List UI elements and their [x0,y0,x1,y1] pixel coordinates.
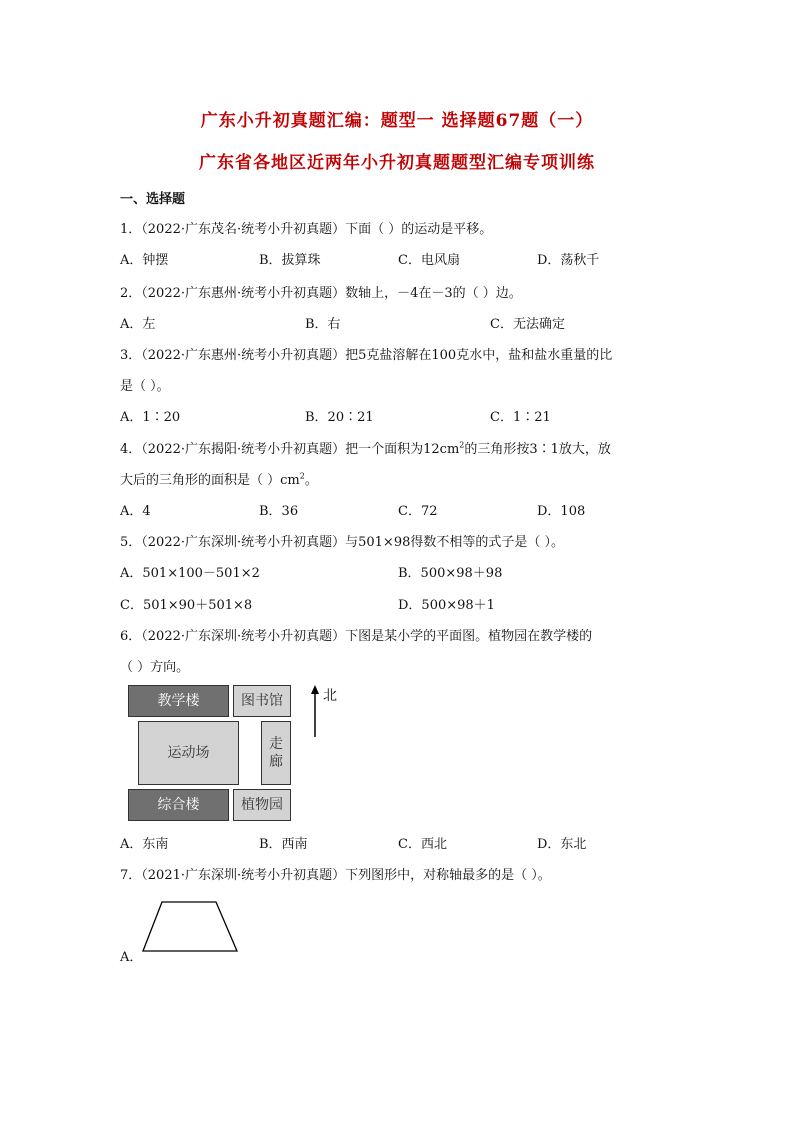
map-teaching-building: 教学楼 [128,685,229,717]
question-4-line-1: 4．（2022·广东揭阳·统考小升初真题）把一个面积为$12cm^2$的三角形按3∶1放大，放 [120,440,611,457]
question-3-line-2: 是（ ）。 [120,379,170,394]
map-botanical-garden: 植物园 [233,789,291,821]
map-corridor: 走廊 [261,721,291,785]
q2-option-a: A．左 [120,317,156,332]
q6-option-d: D．东北 [537,837,587,852]
q6-option-b: B．西南 [259,837,308,852]
q1-option-b: B．拔算珠 [259,253,321,268]
q4-option-b: B．36 [259,504,299,519]
q2-option-c: C．无法确定 [490,317,565,332]
question-1: 1．（2022·广东茂名·统考小升初真题）下面（ ）的运动是平移。 [120,222,493,237]
q5-option-c: C．501×90＋501×8 [120,598,253,613]
question-5: 5．（2022·广东深圳·统考小升初真题）与501×98得数不相等的式子是（ ）。 [120,535,564,550]
question-3-line-1: 3．（2022·广东惠州·统考小升初真题）把5克盐溶解在100克水中，盐和盐水重量的比 [120,348,613,363]
section-heading: 一、选择题 [120,192,186,207]
q1-option-c: C．电风扇 [398,253,460,268]
q5-option-b: B．500×98＋98 [398,566,503,581]
q1-option-d: D．荡秋千 [537,253,600,268]
north-label: 北 [323,688,337,704]
trapezoid-figure-icon [140,900,240,954]
question-4-line-2: 大后的三角形的面积是（ ）$cm^2$。 [120,471,318,488]
doc-subtitle: 广东省各地区近两年小升初真题题型汇编专项训练 [199,153,595,173]
question-2: 2．（2022·广东惠州·统考小升初真题）数轴上，－4在－3的（ ）边。 [120,286,522,301]
q2-option-b: B．右 [305,317,341,332]
question-6-line-2: （ ）方向。 [120,660,190,675]
q4-option-c: C．72 [398,504,438,519]
question-7: 7．（2021·广东深圳·统考小升初真题）下列图形中，对称轴最多的是（ ）。 [120,868,551,883]
map-complex-building: 综合楼 [128,789,229,821]
q4-option-d: D．108 [537,504,586,519]
q5-option-d: D．500×98＋1 [398,598,495,613]
map-library: 图书馆 [233,685,291,717]
doc-title: 广东小升初真题汇编：题型一 选择题67题（一） [200,111,594,131]
q5-option-a: A．501×100－501×2 [120,566,260,581]
q3-option-b: B．20∶21 [305,410,374,425]
q3-option-c: C．1∶21 [490,410,551,425]
q4-option-a: A．4 [120,504,151,519]
q3-option-a: A．1∶20 [120,410,181,425]
q1-option-a: A．钟摆 [120,253,169,268]
q6-option-a: A．东南 [120,837,169,852]
school-map [128,685,358,825]
map-sports-field: 运动场 [138,721,239,785]
question-6-line-1: 6．（2022·广东深圳·统考小升初真题）下图是某小学的平面图。植物园在教学楼的 [120,629,593,644]
q7-option-a: A． [120,950,143,965]
q6-option-c: C．西北 [398,837,447,852]
